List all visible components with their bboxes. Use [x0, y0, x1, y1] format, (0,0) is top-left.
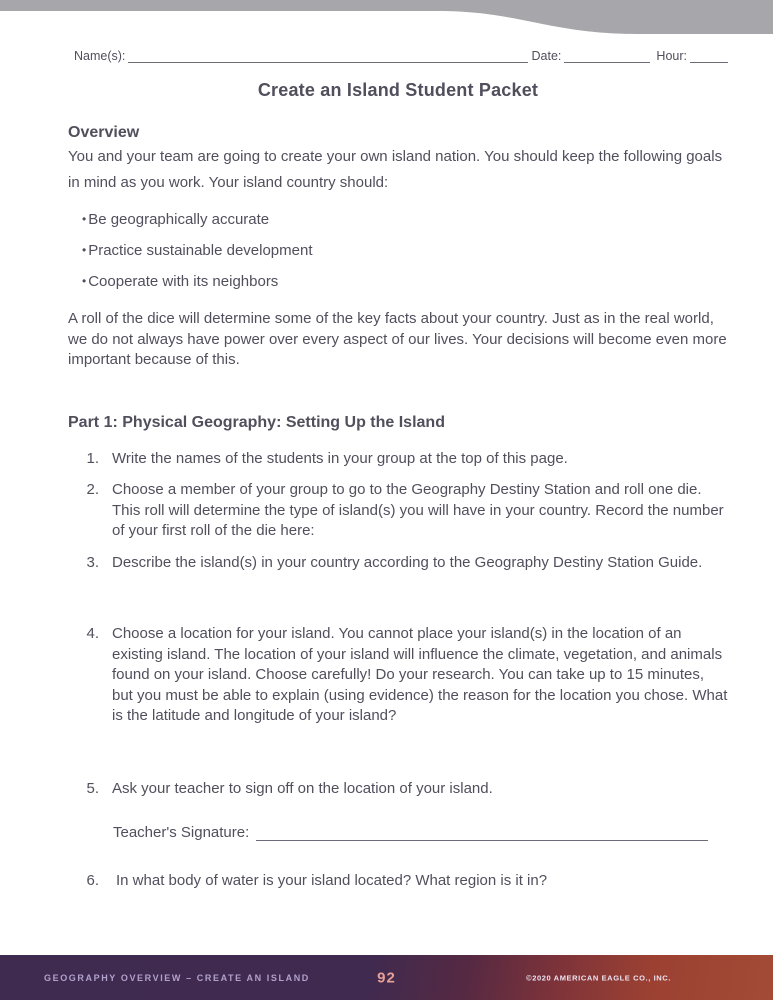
- bullet-item: [82, 235, 728, 266]
- footer-bar: [0, 955, 773, 1000]
- overview-intro-paragraph: You and your team are going to create your own island nation. You should keep the following goals in mind as you work. Your island country should:: [68, 148, 723, 191]
- footer-copyright: ©2020 AMERICAN EAGLE CO., INC.: [526, 973, 671, 982]
- swoosh-graphic: [0, 0, 773, 34]
- bullet-item: [82, 204, 728, 235]
- header-swoosh-decoration: [0, 0, 773, 34]
- date-blank: [564, 48, 650, 63]
- name-blank: [128, 48, 527, 63]
- hour-label: Hour:: [656, 49, 687, 63]
- bullet-icon: •: [82, 243, 87, 257]
- list-item: [68, 449, 728, 470]
- footer-section-title: GEOGRAPHY OVERVIEW – CREATE AN ISLAND: [44, 972, 310, 983]
- page-title: Create an Island Student Packet: [257, 80, 539, 100]
- overview-heading: Overview: [68, 124, 140, 141]
- teacher-signature-blank: [256, 824, 708, 841]
- list-item: [68, 480, 728, 542]
- name-date-hour-line: [74, 48, 728, 63]
- list-item-text: Describe the island(s) in your country according to the Geography Destiny Station Guide.: [112, 553, 703, 571]
- list-item-number: 1.: [86, 449, 99, 467]
- list-item: [68, 553, 728, 574]
- list-item-text: In what body of water is your island located? What region is it in?: [116, 872, 548, 889]
- bullet-icon: •: [82, 212, 87, 226]
- list-item-number: 3.: [86, 553, 99, 571]
- overview-closing-paragraph: A roll of the dice will determine some of the key facts about your country. Just as in the real world, we do not always have power over every aspect of our lives. Your decisions will become even more important because of this.: [68, 310, 727, 368]
- document-content: [0, 34, 773, 892]
- date-label: Date:: [531, 49, 562, 63]
- hour-blank: [690, 48, 728, 63]
- bullet-item-text: Be geographically accurate: [88, 211, 270, 228]
- list-item-number: 6.: [86, 872, 99, 889]
- list-item-number: 2.: [86, 481, 99, 498]
- list-item: [68, 779, 728, 800]
- list-item: [68, 624, 728, 727]
- list-item-text: Choose a location for your island. You cannot place your island(s) in the location of an existing island. The location of your island will influence the climate, vegetation, and animals found on your island. Choose carefully! Do your research. You can take up to 15 minutes, but you must be able to explain (using evidence) the reason for the location you chose. What is the latitude and longitude of your island?: [112, 625, 728, 724]
- teacher-signature-row: [113, 824, 708, 841]
- part1-heading: Part 1: Physical Geography: Setting Up the Island: [68, 413, 445, 431]
- page-number: 92: [377, 969, 396, 986]
- list-item-number: 5.: [86, 779, 99, 797]
- list-item: [68, 871, 728, 892]
- list-item-number: 4.: [86, 625, 99, 642]
- list-item-text: Write the names of the students in your group at the top of this page.: [112, 449, 568, 467]
- list-item-text: Choose a member of your group to go to the Geography Destiny Station and roll one die. This roll will determine the type of island(s) you will have in your country. Record the number of your first roll of the die here:: [112, 481, 724, 539]
- list-item-text: Ask your teacher to sign off on the location of your island.: [112, 779, 493, 797]
- name-label: Name(s):: [74, 49, 126, 63]
- bullet-icon: •: [82, 274, 87, 288]
- bullet-item: [82, 266, 728, 297]
- bullet-item-text: Practice sustainable development: [88, 242, 313, 259]
- teacher-signature-label: Teacher's Signature:: [113, 824, 250, 841]
- overview-bullet-list: [82, 204, 728, 297]
- bullet-item-text: Cooperate with its neighbors: [88, 273, 279, 290]
- part1-numbered-list: [68, 449, 728, 892]
